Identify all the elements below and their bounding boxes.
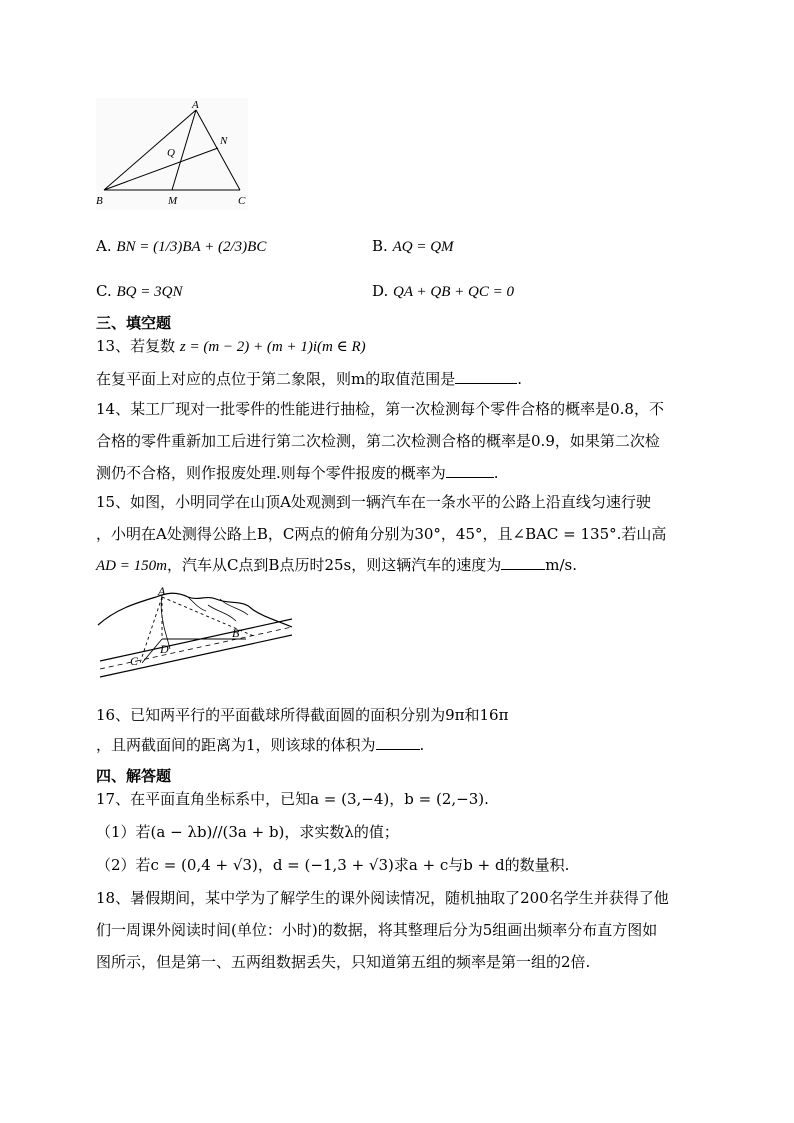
q14-line3: 测仍不合格，则作报废处理.则每个零件报废的概率为 . xyxy=(96,464,499,482)
section4-title: 四、解答题 xyxy=(96,767,172,785)
mountain-ridge xyxy=(98,593,292,627)
q13-answer-blank[interactable] xyxy=(455,369,517,384)
q14-line1: 14、某工厂现对一批零件的性能进行抽检，第一次检测每个零件合格的概率是0.8，不 xyxy=(96,400,664,418)
option-b-expr: AQ = QM xyxy=(392,239,454,255)
option-a: A. BN = (1/3)BA + (2/3)BC xyxy=(96,237,267,255)
q14-answer-blank[interactable] xyxy=(446,463,494,478)
q18-line3: 图所示，但是第一、五两组数据丢失，只知道第五组的频率是第一组的2倍. xyxy=(96,953,591,971)
q15-line2: ，小明在A处测得公路上B，C两点的俯角分别为30°，45°，且∠BAC = 135°.若山高 xyxy=(96,525,667,543)
q16-line1: 16、已知两平行的平面截球所得截面圆的面积分别为9π和16π xyxy=(96,706,509,724)
option-d-expr: QA + QB + QC = 0 xyxy=(393,284,514,300)
option-c: C. BQ = 3QN xyxy=(96,282,183,300)
q15-answer-blank[interactable] xyxy=(501,555,545,570)
q17-part2: （2）若c = (0,4 + √3)，d = (−1,3 + √3)求a + c与b + d的数量积. xyxy=(96,856,570,874)
option-a-expr: BN = (1/3)BA + (2/3)BC xyxy=(116,239,267,255)
q16-answer-blank[interactable] xyxy=(376,735,420,750)
road-centerline xyxy=(100,627,292,669)
sight-line-ac xyxy=(140,597,162,663)
q18-line2: 们一周课外阅读时间(单位：小时)的数据，将其整理后分为5组画出频率分布直方图如 xyxy=(96,921,658,939)
label-n: N xyxy=(220,135,228,147)
fig-label-a: A xyxy=(158,585,166,598)
option-c-expr: BQ = 3QN xyxy=(116,284,183,300)
label-m: M xyxy=(168,195,178,207)
q15-line3: AD = 150m，汽车从C点到B点历时25s，则这辆汽车的速度为 m/s. xyxy=(96,556,577,574)
q17-line1: 17、在平面直角坐标系中，已知a = (3,−4)，b = (2,−3). xyxy=(96,790,489,808)
option-b: B. AQ = QM xyxy=(372,237,454,255)
q16-line2: ，且两截面间的距离为1，则该球的体积为 . xyxy=(96,736,425,754)
triangle-figure xyxy=(96,98,248,210)
q13-expr: z = (m − 2) + (m + 1)i(m ∈ R) xyxy=(179,339,366,355)
label-a: A xyxy=(192,99,199,111)
label-b: B xyxy=(96,195,103,207)
label-c: C xyxy=(238,195,246,207)
q18-line1: 18、暑假期间，某中学为了解学生的课外阅读情况，随机抽取了200名学生并获得了他 xyxy=(96,889,669,907)
q17-part1: （1）若(a − λb)//(3a + b)，求实数λ的值； xyxy=(96,823,399,841)
road-edge-upper xyxy=(100,619,292,661)
mountain-face xyxy=(161,595,170,649)
road-edge-lower xyxy=(100,635,292,677)
q13-line1: 13、若复数 z = (m − 2) + (m + 1)i(m ∈ R) xyxy=(96,337,366,355)
q14-line2: 合格的零件重新加工后进行第二次检测，第二次检测合格的概率是0.9，如果第二次检 xyxy=(96,432,660,450)
fig-label-b: B xyxy=(232,626,240,640)
fig-label-d: D xyxy=(160,642,169,656)
q15-ad-expr: AD = 150m xyxy=(96,558,167,574)
option-d: D. QA + QB + QC = 0 xyxy=(372,282,514,300)
fig-label-c: C xyxy=(130,654,139,668)
q15-line1: 15、如图，小明同学在山顶A处观测到一辆汽车在一条水平的公路上沿直线匀速行驶 xyxy=(96,493,651,511)
q13-line2: 在复平面上对应的点位于第二象限，则m的取值范围是 . xyxy=(96,370,523,388)
mountain-road-figure xyxy=(96,585,296,687)
section3-title: 三、填空题 xyxy=(96,314,172,332)
label-q: Q xyxy=(167,147,175,159)
mountain-hatching xyxy=(188,597,248,621)
